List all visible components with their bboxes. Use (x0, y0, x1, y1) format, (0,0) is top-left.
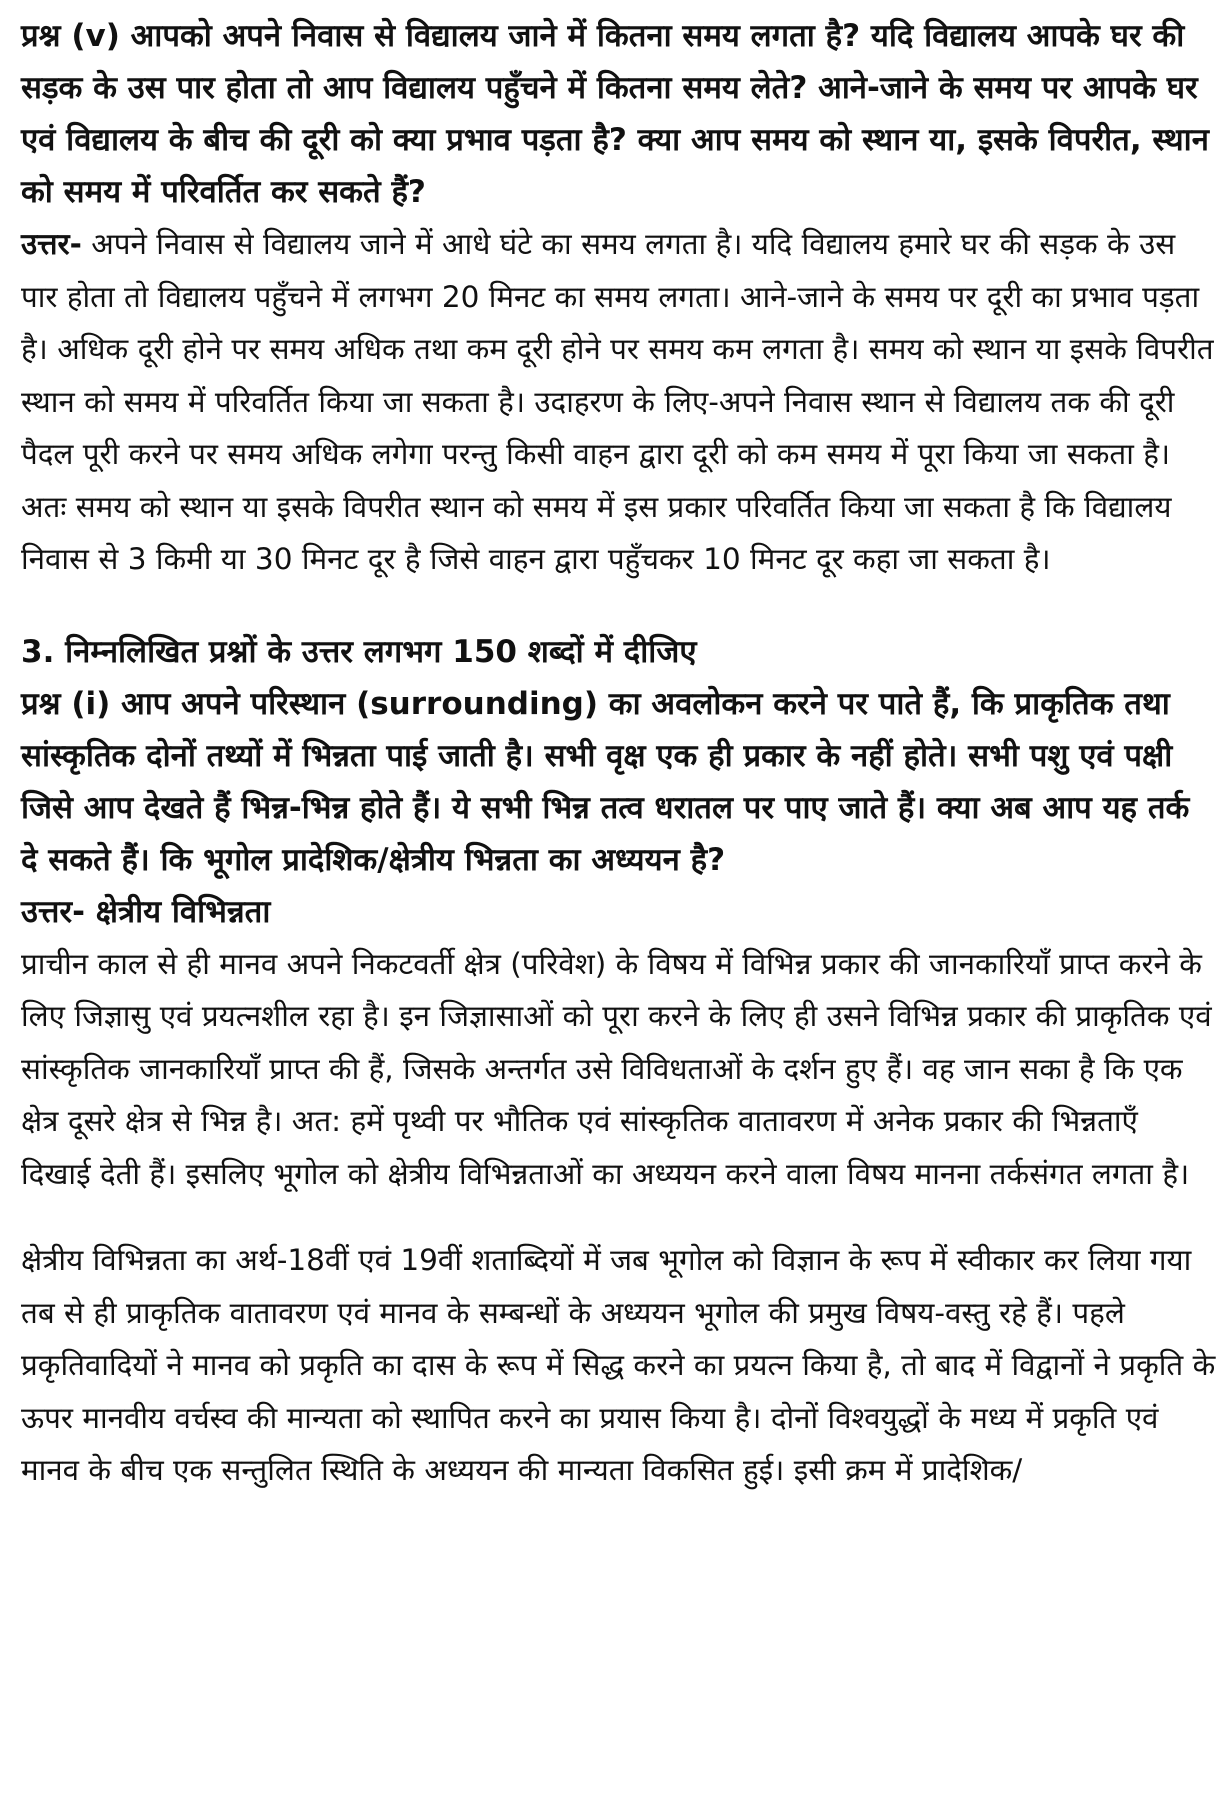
answer-i-heading: उत्तर- क्षेत्रीय विभिन्नता (21, 893, 271, 930)
question-i: प्रश्न (i) आप अपने परिस्थान (surrounding) का अवलोकन करने पर पाते हैं, कि प्राकृतिक तथा सांस्कृतिक दोनों तथ्यों में भिन्नता पाई जाती है। सभी वृक्ष एक ही प्रकार के नहीं होते। सभी पशु एवं पक्षी जिसे आप देखते हैं भिन्न-भिन्न होते हैं। ये सभी भिन्न तत्व धरातल पर पाए जाते हैं। क्या अब आप यह तर्क दे सकते हैं। कि भूगोल प्रादेशिक/क्षेत्रीय भिन्नता का अध्ययन है? (21, 685, 1190, 878)
question-v: प्रश्न (v) आपको अपने निवास से विद्यालय जाने में कितना समय लगता है? यदि विद्यालय आपके घर की सड़क के उस पार होता तो आप विद्यालय पहुँचने में कितना समय लेते? आने-जाने के समय पर आपके घर एवं विद्यालय के बीच की दूरी को क्या प्रभाव पड़ता है? क्या आप समय को स्थान या, इसके विपरीत, स्थान को समय में परिवर्तित कर सकते हैं? (21, 18, 1209, 210)
answer-v-text: अपने निवास से विद्यालय जाने में आधे घंटे का समय लगता है। यदि विद्यालय हमारे घर की सड़क के उस पार होता तो विद्यालय पहुँचने में लगभग 20 मिनट का समय लगता। आने-जाने के समय पर दूरी का प्रभाव पड़ता है। अधिक दूरी होने पर समय अधिक तथा कम दूरी होने पर समय कम लगता है। समय को स्थान या इसके विपरीत स्थान को समय में परिवर्तित किया जा सकता है। उदाहरण के लिए-अपने निवास स्थान से विद्यालय तक की दूरी पैदल पूरी करने पर समय अधिक लगेगा परन्तु किसी वाहन द्वारा दूरी को कम समय में पूरा किया जा सकता है। अतः समय को स्थान या इसके विपरीत स्थान को समय में इस प्रकार परिवर्तित किया जा सकता है कि विद्यालय निवास से 3 किमी या 30 मिनट दूर है जिसे वाहन द्वारा पहुँचकर 10 मिनट दूर कहा जा सकता है। (21, 227, 1214, 576)
answer-i-paragraph-2: क्षेत्रीय विभिन्नता का अर्थ-18वीं एवं 19वीं शताब्दियों में जब भूगोल को विज्ञान के रूप में स्वीकार कर लिया गया तब से ही प्राकृतिक वातावरण एवं मानव के सम्बन्धों के अध्ययन भूगोल की प्रमुख विषय-वस्तु रहे हैं। पहले प्रकृतिवादियों ने मानव को प्रकृति का दास के रूप में सिद्ध करने का प्रयत्न किया है, तो बाद में विद्वानों ने प्रकृति के ऊपर मानवीय वर्चस्व की मान्यता को स्थापित करने का प्रयास किया है। दोनों विश्वयुद्धों के मध्य में प्रकृति एवं मानव के बीच एक सन्तुलित स्थिति के अध्ययन की मान्यता विकसित हुई। इसी क्रम में प्रादेशिक/ (21, 1243, 1216, 1487)
section-3-heading: 3. निम्नलिखित प्रश्नों के उत्तर लगभग 150 शब्दों में दीजिए (21, 633, 697, 670)
answer-label: उत्तर- (21, 227, 82, 261)
answer-i-paragraph-1: प्राचीन काल से ही मानव अपने निकटवर्ती क्षेत्र (परिवेश) के विषय में विभिन्न प्रकार की जानकारियाँ प्राप्त करने के लिए जिज्ञासु एवं प्रयत्नशील रहा है। इन जिज्ञासाओं को पूरा करने के लिए ही उसने विभिन्न प्रकार की प्राकृतिक एवं सांस्कृतिक जानकारियाँ प्राप्त की हैं, जिसके अन्तर्गत उसे विविधताओं के दर्शन हुए हैं। वह जान सका है कि एक क्षेत्र दूसरे क्षेत्र से भिन्न है। अत: हमें पृथ्वी पर भौतिक एवं सांस्कृतिक वातावरण में अनेक प्रकार की भिन्नताएँ दिखाई देती हैं। इसलिए भूगोल को क्षेत्रीय विभिन्नताओं का अध्ययन करने वाला विषय मानना तर्कसंगत लगता है। (21, 946, 1212, 1191)
document-page (21, 10, 1216, 1497)
answer-v (21, 218, 1216, 586)
